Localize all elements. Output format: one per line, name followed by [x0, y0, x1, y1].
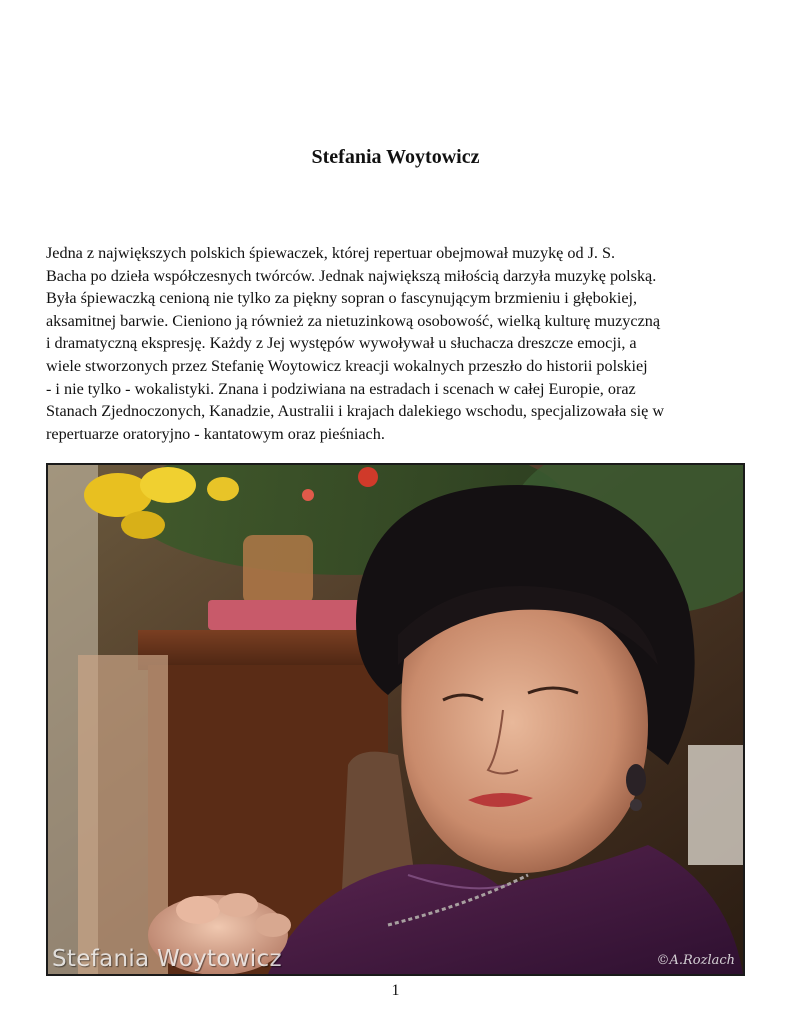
page-number: 1: [391, 982, 400, 999]
paragraph-line: aksamitnej barwie. Cieniono ją również za nietuzinkową osobowość, wielką kulturę muzyczną: [46, 311, 661, 330]
photo-credit: ©A.Rozlach: [656, 953, 735, 968]
paragraph-line: - i nie tylko - wokalistyki. Znana i podziwiana na estradach i scenach w całej Europie, oraz: [46, 379, 636, 398]
paragraph-line: wiele stworzonych przez Stefanię Woytowicz kreacji wokalnych przeszło do historii polskiej: [46, 356, 648, 375]
biography-paragraph: [46, 242, 750, 445]
paragraph-line: Była śpiewaczką cenioną nie tylko za piękny sopran o fascynującym brzmieniu i głębokiej,: [46, 289, 638, 308]
paragraph-line: i dramatyczną ekspresję. Każdy z Jej występów wywoływał u słuchacza dreszcze emocji, a: [46, 334, 637, 353]
paragraph-line: Bacha po dzieła współczesnych twórców. Jednak największą miłością darzyła muzykę polską.: [46, 266, 657, 285]
portrait-photo: [46, 463, 745, 976]
page-title: Stefania Woytowicz: [311, 146, 480, 168]
photo-caption: Stefania Woytowicz: [52, 946, 282, 972]
paragraph-line: Jedna z największych polskich śpiewaczek, której repertuar obejmował muzykę od J. S.: [46, 244, 616, 262]
paragraph-line: repertuarze oratoryjno - kantatowym oraz pieśniach.: [46, 424, 385, 443]
portrait-illustration: [48, 465, 743, 974]
paragraph-line: Stanach Zjednoczonych, Kanadzie, Australii i krajach dalekiego wschodu, specjalizowała się w: [46, 402, 665, 421]
